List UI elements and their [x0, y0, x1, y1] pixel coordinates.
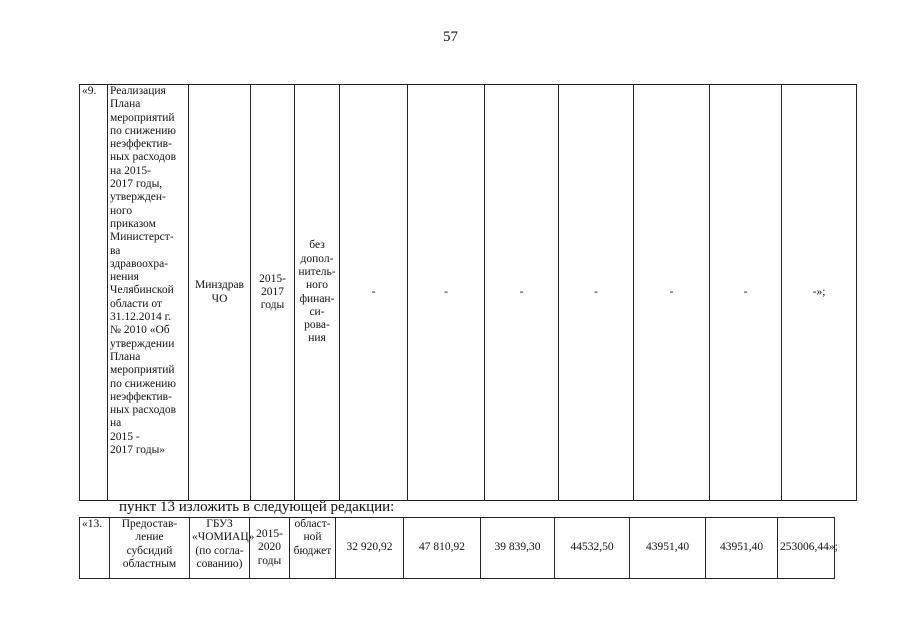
- value-cell: -: [634, 85, 710, 501]
- value-cell: -: [408, 85, 485, 501]
- table-row: [80, 85, 857, 501]
- page-number: 57: [443, 29, 458, 45]
- value-cell: 43951,40: [706, 518, 778, 579]
- table-row: [80, 518, 835, 579]
- item-period: 2015- 2020 годы: [250, 518, 290, 579]
- value-cell: 47 810,92: [404, 518, 481, 579]
- item-9-table: [79, 84, 857, 501]
- value-cell: 32 920,92: [336, 518, 404, 579]
- item-description: Предостав- ление субсидий областным: [110, 518, 190, 579]
- value-cell: 44532,50: [555, 518, 630, 579]
- value-cell-total: 253006,44»;: [778, 518, 835, 579]
- instruction-text: пункт 13 изложить в следующей редакции:: [119, 499, 395, 515]
- item-13-table: [79, 517, 838, 579]
- item-executor: ГБУЗ «ЧОМИАЦ» (по согла- сованию): [190, 518, 250, 579]
- value-cell: -: [559, 85, 634, 501]
- value-cell: 43951,40: [630, 518, 706, 579]
- item-description: Реализация Плана мероприятий по снижению неэффектив- ных расходов на 2015- 2017 годы, утвержден- ного приказом Министерст- ва здравоохра- нения Челябинской области от 31.12.2014 г. № 2010 «Об утверждении Плана мероприятий по снижению неэффектив- ных расходов на 2015 - 2017 годы»: [108, 85, 189, 501]
- value-cell: -: [710, 85, 782, 501]
- item-number: «13.: [80, 518, 110, 579]
- item-executor: Минздрав ЧО: [189, 85, 251, 501]
- item-period: 2015- 2017 годы: [251, 85, 295, 501]
- value-cell: 39 839,30: [481, 518, 555, 579]
- item-funding-source: без допол- нитель- ного финан- си- рова- ния: [295, 85, 340, 501]
- value-cell-total: -»;: [782, 85, 857, 501]
- item-funding-source: област- ной бюджет: [290, 518, 336, 579]
- item-number: «9.: [80, 85, 108, 501]
- value-cell: -: [340, 85, 408, 501]
- value-cell: -: [485, 85, 559, 501]
